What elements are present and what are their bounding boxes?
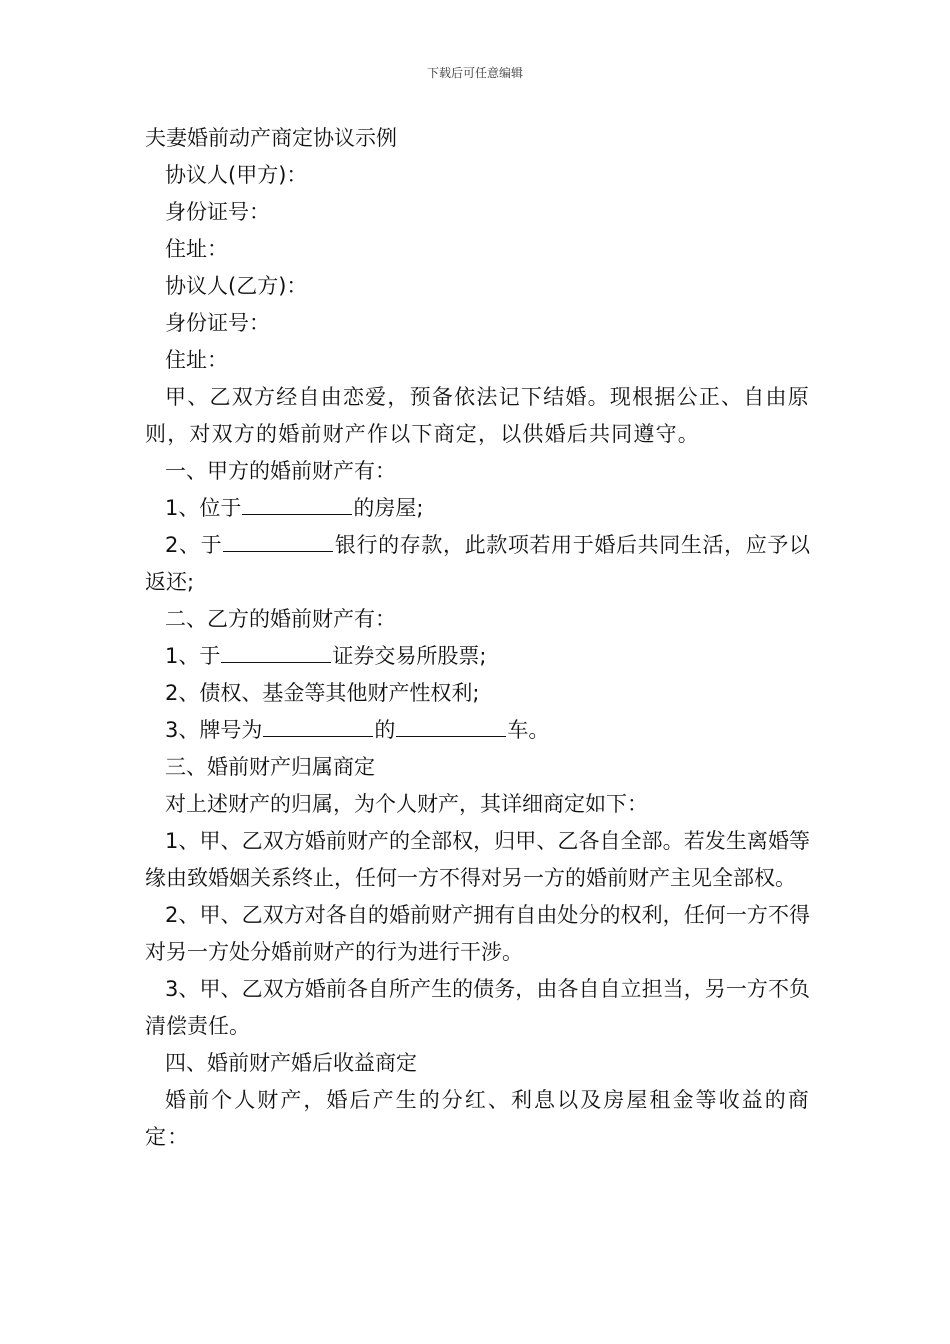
section1-item2-prefix: 2、于 [165,533,223,557]
section2-item3-suffix: 车。 [507,718,550,742]
section1-item1-suffix: 的房屋; [353,496,424,520]
section4-heading: 四、婚前财产婚后收益商定 [165,1051,417,1075]
section3-clause1: 1、甲、乙双方婚前财产的全部权，归甲、乙各自全部。若发生离婚等缘由致婚姻关系终止，任何一方不得对另一方的婚前财产主见全部权。 [145,829,810,890]
section2-item1-prefix: 1、于 [165,644,221,668]
page-header-note: 下载后可任意编辑 [426,66,523,80]
section1-item1-prefix: 1、位于 [165,496,242,520]
section3-intro: 对上述财产的归属，为个人财产，其详细商定如下： [165,792,648,816]
section2-item3-prefix: 3、牌号为 [165,718,263,742]
section2-item1-suffix: 证券交易所股票; [332,644,487,668]
fill-in-blank [242,495,352,515]
section3-heading: 三、婚前财产归属商定 [165,755,375,779]
party-b-id-label: 身份证号： [165,311,270,335]
section1-item2 [145,527,810,601]
section1-item2-suffix: 银行的存款，此款项若用于婚后共同生活，应予以返还; [145,533,810,594]
section1-heading: 一、甲方的婚前财产有： [165,459,396,483]
document-body [145,120,810,1156]
section2-item3-middle: 的 [374,718,396,742]
party-a-address-label: 住址： [165,237,228,261]
section2-item3 [145,712,810,749]
party-b-label: 协议人(乙方)： [165,274,308,298]
document-title: 夫妻婚前动产商定协议示例 [145,126,397,150]
section2-item1 [145,638,810,675]
party-a-id-label: 身份证号： [165,200,270,224]
section3-clause3: 3、甲、乙双方婚前各自所产生的债务，由各自自立担当，另一方不负清偿责任。 [145,977,810,1038]
fill-in-blank [396,717,506,737]
party-a-label: 协议人(甲方)： [165,163,308,187]
preamble-paragraph: 甲、乙双方经自由恋爱，预备依法记下结婚。现根据公正、自由原则，对双方的婚前财产作以下商定，以供婚后共同遵守。 [145,385,810,446]
section4-clause: 婚前个人财产，婚后产生的分红、利息以及房屋租金等收益的商定： [145,1088,810,1149]
section1-item1 [145,490,810,527]
section3-clause2: 2、甲、乙双方对各自的婚前财产拥有自由处分的权利，任何一方不得对另一方处分婚前财产的行为进行干涉。 [145,903,810,964]
fill-in-blank [263,717,373,737]
party-b-address-label: 住址： [165,348,228,372]
fill-in-blank [223,532,333,552]
section2-heading: 二、乙方的婚前财产有： [165,607,396,631]
section2-item2: 2、债权、基金等其他财产性权利; [165,681,480,705]
fill-in-blank [221,643,331,663]
